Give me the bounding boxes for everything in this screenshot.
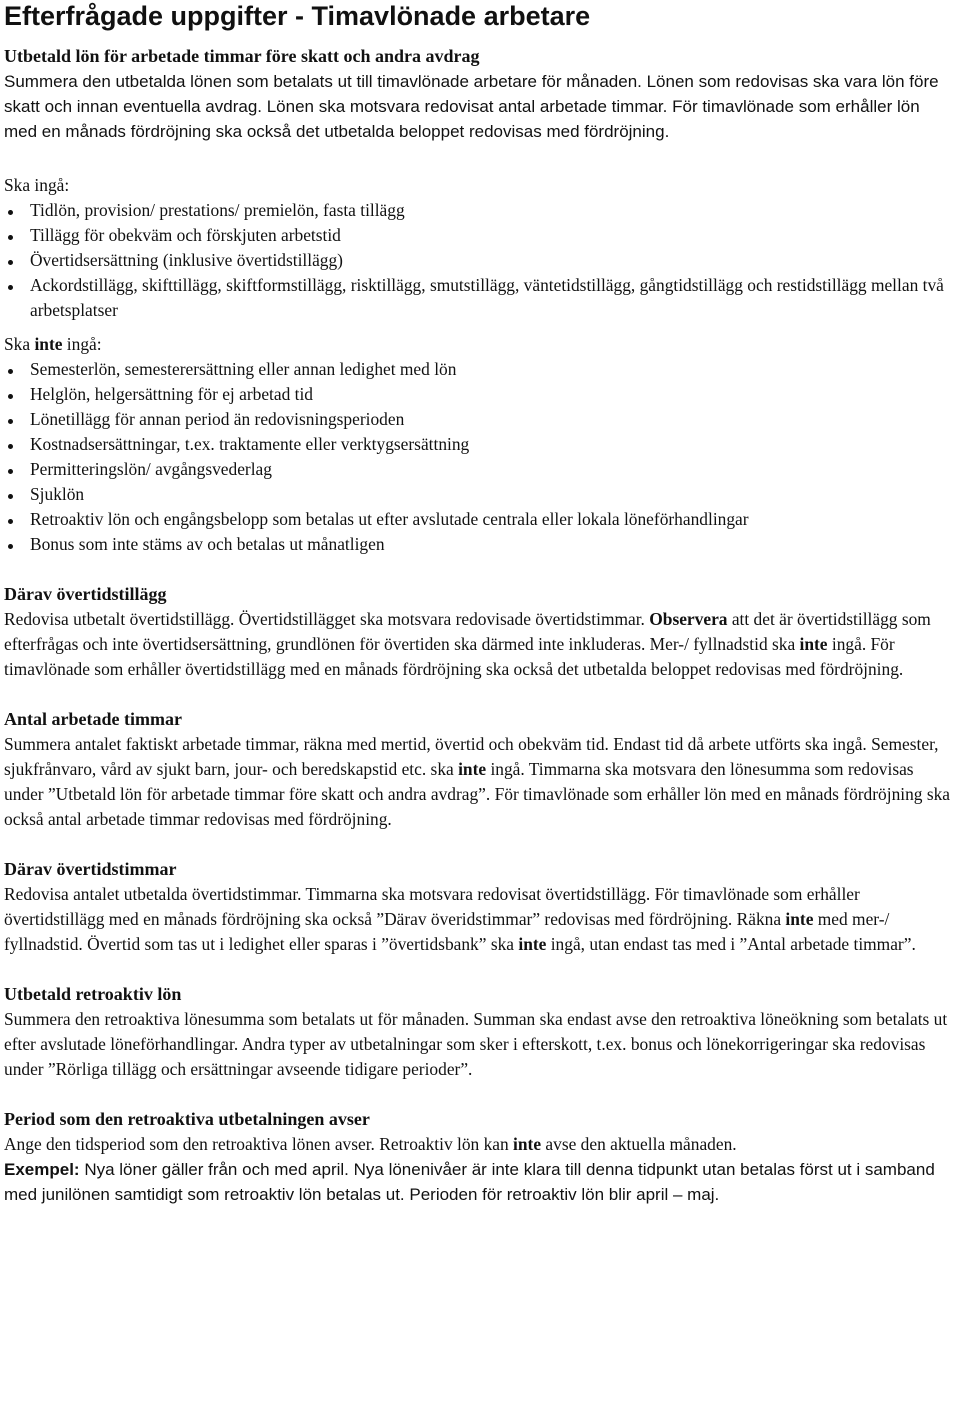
exclude-list: [4, 357, 957, 557]
section-heading-overtime-hours: Därav övertidstimmar: [4, 859, 177, 879]
section-retroactive-period: [4, 1107, 957, 1207]
section-heading-retroactive-period: Period som den retroaktiva utbetalningen avser: [4, 1109, 370, 1129]
include-list-item: Övertidsersättning (inklusive övertidstillägg): [4, 248, 957, 273]
section-heading-paid-salary: Utbetald lön för arbetade timmar före skatt och andra avdrag: [4, 46, 480, 66]
bullet-icon: [8, 419, 13, 424]
bullet-icon: [8, 369, 13, 374]
worked-hours-description: Summera antalet faktiskt arbetade timmar, räkna med mertid, övertid och obekväm tid. Endast tid då arbete utförts ska ingå. Semester, sjukfrånvaro, vård av sjukt barn, jour- och beredskapstid etc. ska inte ingå. Timmarna ska motsvara den lönesumma som redovisas under ”Utbetald lön för arbetade timmar före skatt och andra avdrag”. För timavlönade som erhåller lön med en månads fördröjning ska också antal arbetade timmar redovisas med fördröjning.: [4, 734, 951, 829]
exclude-label: Ska inte ingå:: [4, 334, 102, 354]
include-list: [4, 198, 957, 323]
section-heading-overtime-supplement: Därav övertidstillägg: [4, 584, 167, 604]
exclude-list-item: Helglön, helgersättning för ej arbetad tid: [4, 382, 957, 407]
exclude-list-item: Semesterlön, semesterersättning eller annan ledighet med lön: [4, 357, 957, 382]
include-list-item: Ackordstillägg, skifttillägg, skiftformstillägg, risktillägg, smutstillägg, väntetidstillägg, gångtidstillägg och restidstillägg mellan två arbetsplatser: [4, 273, 957, 323]
exclude-list-item: Bonus som inte stäms av och betalas ut månatligen: [4, 532, 957, 557]
bullet-icon: [8, 260, 13, 265]
overtime-hours-description: Redovisa antalet utbetalda övertidstimmar. Timmarna ska motsvara redovisat övertidstillägg. För timavlönade som erhåller övertidstillägg med en månads fördröjning ska också ”Därav överidstimmar” redovisas med fördröjning. Räkna inte med mer-/ fyllnadstid. Övertid som tas ut i ledighet eller sparas i ”övertidsbank” ska inte ingå, utan endast tas med i ”Antal arbetade timmar”.: [4, 884, 916, 954]
bullet-icon: [8, 494, 13, 499]
include-label: Ska ingå:: [4, 175, 70, 195]
page-title: Efterfrågade uppgifter - Timavlönade arbetare: [4, 1, 591, 31]
include-list-item: Tidlön, provision/ prestations/ premielön, fasta tillägg: [4, 198, 957, 223]
retroactive-period-example: Exempel: Nya löner gäller från och med april. Nya lönenivåer är inte klara till denna tidpunkt utan betalas först ut i samband med junilönen samtidigt som retroaktiv lön betalas ut. Perioden för retroaktiv lön blir april – maj.: [4, 1160, 935, 1204]
bullet-icon: [8, 394, 13, 399]
exclude-list-item: Sjuklön: [4, 482, 957, 507]
section-heading-worked-hours: Antal arbetade timmar: [4, 709, 182, 729]
bullet-icon: [8, 519, 13, 524]
section-overtime-supplement: [4, 582, 957, 682]
bullet-icon: [8, 444, 13, 449]
overtime-supplement-description: Redovisa utbetalt övertidstillägg. Övertidstillägget ska motsvara redovisade övertidstimmar. Observera att det är övertidstillägg som efterfrågas och inte övertidsersättning, grundlönen för övertiden ska därmed inte inkluderas. Mer-/ fyllnadstid ska inte ingå. För timavlönade som erhåller övertidstillägg med en månads fördröjning ska också det utbetalda beloppet redovisas med fördröjning.: [4, 609, 931, 679]
exclude-list-item: Kostnadsersättningar, t.ex. traktamente eller verktygsersättning: [4, 432, 957, 457]
section-worked-hours: [4, 707, 957, 832]
include-list-item: Tillägg för obekväm och förskjuten arbetstid: [4, 223, 957, 248]
paid-salary-description: Summera den utbetalda lönen som betalats ut till timavlönade arbetare för månaden. Lönen som redovisas ska vara lön före skatt och innan eventuella avdrag. Lönen ska motsvara redovisat antal arbetade timmar. För timavlönade som erhåller lön med en månads fördröjning ska också det utbetalda beloppet redovisas med fördröjning.: [4, 72, 939, 141]
retroactive-salary-description: Summera den retroaktiva lönesumma som betalats ut för månaden. Summan ska endast avse den retroaktiva löneökning som betalats ut efter avslutade löneförhandlingar. Andra typer av utbetalningar som sker i efterskott, t.ex. bonus och lönekorrigeringar ska redovisas under ”Rörliga tillägg och ersättningar avseende tidigare perioder”.: [4, 1009, 948, 1079]
section-paid-salary: [4, 44, 957, 144]
exclude-list-item: Lönetillägg för annan period än redovisningsperioden: [4, 407, 957, 432]
exclude-list-item: Permitteringslön/ avgångsvederlag: [4, 457, 957, 482]
section-retroactive-salary: [4, 982, 957, 1082]
bullet-icon: [8, 235, 13, 240]
exclude-list-item: Retroaktiv lön och engångsbelopp som betalas ut efter avslutade centrala eller lokala löneförhandlingar: [4, 507, 957, 532]
section-heading-retroactive-salary: Utbetald retroaktiv lön: [4, 984, 182, 1004]
bullet-icon: [8, 285, 13, 290]
bullet-icon: [8, 210, 13, 215]
bullet-icon: [8, 544, 13, 549]
section-overtime-hours: [4, 857, 957, 957]
bullet-icon: [8, 469, 13, 474]
retroactive-period-description: Ange den tidsperiod som den retroaktiva lönen avser. Retroaktiv lön kan inte avse den aktuella månaden.: [4, 1134, 737, 1154]
